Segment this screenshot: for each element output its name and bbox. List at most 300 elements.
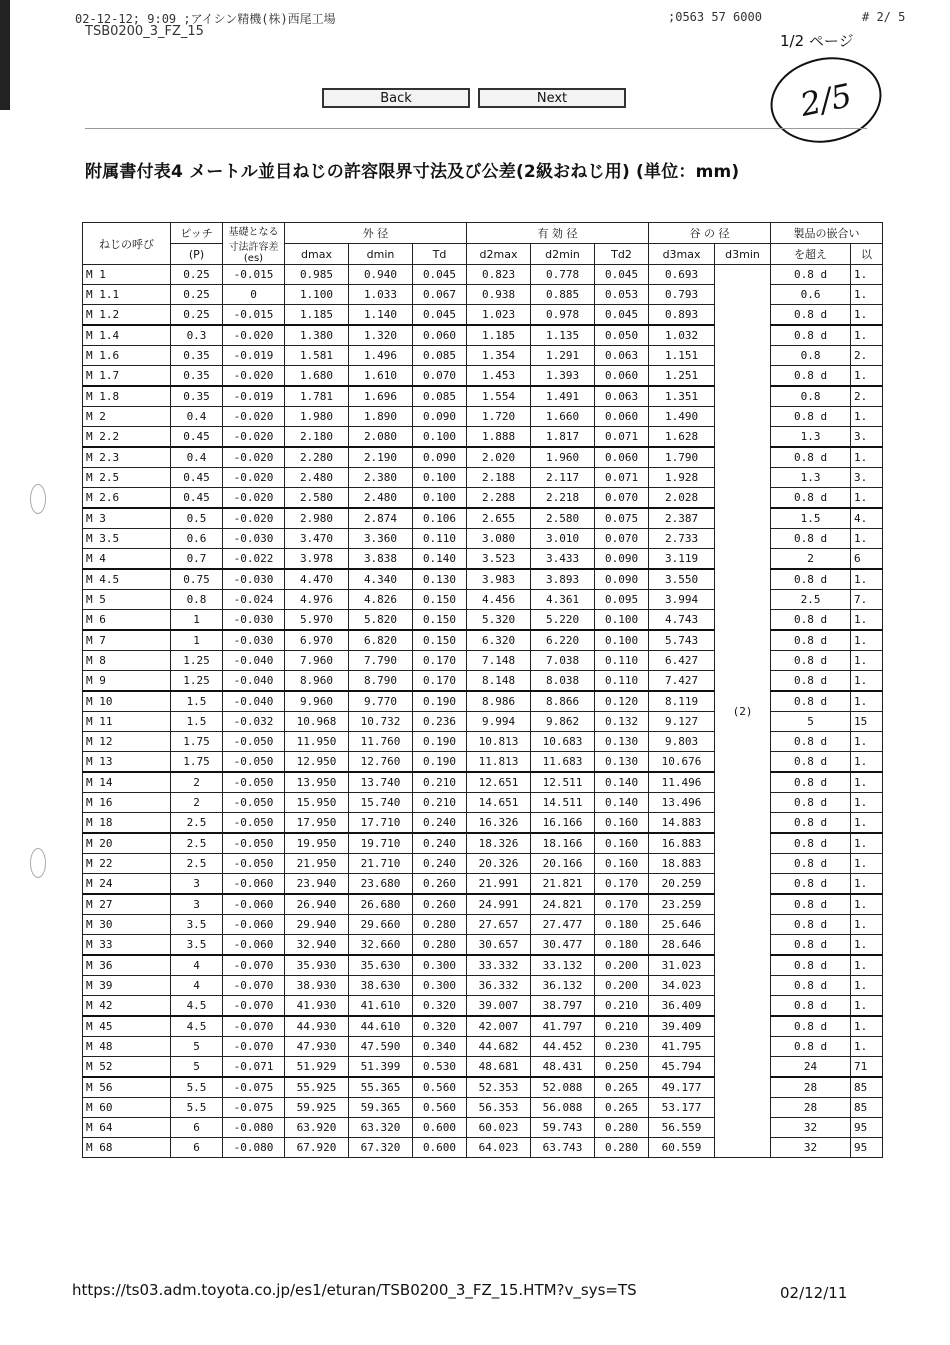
table-cell: -0.070 xyxy=(223,1016,285,1037)
table-cell: 85 xyxy=(851,1098,883,1118)
table-cell: 0.35 xyxy=(171,346,223,366)
table-cell: 48.431 xyxy=(531,1057,595,1078)
header-outer-diameter: 外 径 xyxy=(285,223,467,244)
table-cell: 41.930 xyxy=(285,996,349,1017)
table-cell: 0.25 xyxy=(171,265,223,285)
table-cell: 0.8 d xyxy=(771,366,851,387)
thread-size-cell: M 12 xyxy=(83,732,171,752)
table-cell: 5.5 xyxy=(171,1098,223,1118)
table-cell: 0.6 xyxy=(171,529,223,549)
table-cell: -0.070 xyxy=(223,1037,285,1057)
table-cell: 1. xyxy=(851,793,883,813)
footer-date: 02/12/11 xyxy=(780,1284,848,1302)
table-cell: 2.5 xyxy=(171,854,223,874)
table-cell: 42.007 xyxy=(467,1016,531,1037)
table-cell: 4.5 xyxy=(171,996,223,1017)
table-cell: -0.032 xyxy=(223,712,285,732)
table-cell: 60.023 xyxy=(467,1118,531,1138)
table-cell: 1. xyxy=(851,894,883,915)
thread-size-cell: M 14 xyxy=(83,772,171,793)
table-cell: -0.060 xyxy=(223,874,285,895)
table-cell: 0.8 d xyxy=(771,996,851,1017)
table-cell: 0.160 xyxy=(595,833,649,854)
table-cell: 1. xyxy=(851,935,883,956)
table-cell: 3.119 xyxy=(649,549,715,570)
table-cell: -0.080 xyxy=(223,1138,285,1158)
table-cell: 59.925 xyxy=(285,1098,349,1118)
table-cell: -0.080 xyxy=(223,1118,285,1138)
table-cell: 1.490 xyxy=(649,407,715,427)
table-cell: 2 xyxy=(171,772,223,793)
table-cell: 0 xyxy=(223,285,285,305)
table-cell: 6.820 xyxy=(349,630,413,651)
table-cell: 0.110 xyxy=(413,529,467,549)
table-cell: 0.250 xyxy=(595,1057,649,1078)
header-es: 基礎となる寸法許容差 (es) xyxy=(223,223,285,265)
thread-size-cell: M 2.5 xyxy=(83,468,171,488)
table-cell: 0.200 xyxy=(595,976,649,996)
thread-size-cell: M 10 xyxy=(83,691,171,712)
thread-size-cell: M 4 xyxy=(83,549,171,570)
table-cell: -0.075 xyxy=(223,1098,285,1118)
table-cell: 1.100 xyxy=(285,285,349,305)
table-cell: 4.826 xyxy=(349,590,413,610)
table-cell: -0.060 xyxy=(223,894,285,915)
thread-size-cell: M 48 xyxy=(83,1037,171,1057)
table-cell: 1.3 xyxy=(771,427,851,448)
table-cell: 0.280 xyxy=(413,915,467,935)
back-button[interactable]: Back xyxy=(322,88,470,108)
table-cell: 0.300 xyxy=(413,955,467,976)
table-cell: 0.8 xyxy=(171,590,223,610)
table-cell: -0.030 xyxy=(223,529,285,549)
table-cell: 0.25 xyxy=(171,285,223,305)
table-cell: 0.140 xyxy=(595,772,649,793)
table-cell: 0.160 xyxy=(595,854,649,874)
table-cell: 1. xyxy=(851,691,883,712)
header-dmin: dmin xyxy=(349,244,413,265)
table-cell: 4 xyxy=(171,976,223,996)
table-cell: 12.651 xyxy=(467,772,531,793)
table-cell: 0.8 d xyxy=(771,488,851,509)
table-cell: 9.960 xyxy=(285,691,349,712)
table-cell: 8.038 xyxy=(531,671,595,692)
table-cell: 1.890 xyxy=(349,407,413,427)
table-cell: 56.559 xyxy=(649,1118,715,1138)
table-cell: 1.496 xyxy=(349,346,413,366)
table-cell: 36.332 xyxy=(467,976,531,996)
table-cell: -0.075 xyxy=(223,1077,285,1098)
table-cell: -0.060 xyxy=(223,935,285,956)
table-cell: 0.560 xyxy=(413,1098,467,1118)
table-cell: 0.8 d xyxy=(771,976,851,996)
table-cell: 1.581 xyxy=(285,346,349,366)
table-cell: 17.950 xyxy=(285,813,349,834)
table-cell: 1.25 xyxy=(171,651,223,671)
table-cell: 0.090 xyxy=(595,569,649,590)
table-cell: 1 xyxy=(171,630,223,651)
table-cell: 2.387 xyxy=(649,508,715,529)
table-cell: 1.354 xyxy=(467,346,531,366)
table-cell: 0.940 xyxy=(349,265,413,285)
table-cell: 0.230 xyxy=(595,1037,649,1057)
table-cell: 0.100 xyxy=(595,610,649,631)
header-fit: 製品の嵌合い xyxy=(771,223,883,244)
table-cell: 12.511 xyxy=(531,772,595,793)
document-id: TSB0200_3_FZ_15 xyxy=(85,24,204,39)
table-cell: 9.803 xyxy=(649,732,715,752)
table-cell: 9.127 xyxy=(649,712,715,732)
table-cell: -0.020 xyxy=(223,508,285,529)
table-cell: 67.920 xyxy=(285,1138,349,1158)
table-cell: -0.020 xyxy=(223,427,285,448)
table-cell: 0.600 xyxy=(413,1118,467,1138)
table-cell: 0.090 xyxy=(413,407,467,427)
table-cell: 1.033 xyxy=(349,285,413,305)
table-cell: -0.020 xyxy=(223,447,285,468)
table-cell: 0.8 d xyxy=(771,569,851,590)
table-cell: 5 xyxy=(171,1057,223,1078)
thread-size-cell: M 13 xyxy=(83,752,171,773)
thread-size-cell: M 16 xyxy=(83,793,171,813)
table-cell: 0.240 xyxy=(413,813,467,834)
table-cell: 10.968 xyxy=(285,712,349,732)
table-cell: -0.050 xyxy=(223,732,285,752)
table-cell: 0.4 xyxy=(171,447,223,468)
table-cell: 59.743 xyxy=(531,1118,595,1138)
table-cell: 0.180 xyxy=(595,915,649,935)
table-cell: 0.075 xyxy=(595,508,649,529)
table-cell: 0.265 xyxy=(595,1077,649,1098)
table-cell: 3.550 xyxy=(649,569,715,590)
table-cell: 0.106 xyxy=(413,508,467,529)
table-cell: 56.088 xyxy=(531,1098,595,1118)
table-cell: 1.660 xyxy=(531,407,595,427)
table-cell: 0.823 xyxy=(467,265,531,285)
table-cell: 0.170 xyxy=(595,894,649,915)
table-cell: 0.45 xyxy=(171,468,223,488)
table-cell: 3. xyxy=(851,468,883,488)
table-cell: 0.050 xyxy=(595,325,649,346)
table-cell: 0.095 xyxy=(595,590,649,610)
fax-header-sender: 02-12-12; 9:09 ;アイシン精機(株)西尾工場 xyxy=(75,12,336,26)
table-cell: 2.080 xyxy=(349,427,413,448)
table-cell: 4. xyxy=(851,508,883,529)
table-cell: -0.050 xyxy=(223,833,285,854)
table-cell: 30.657 xyxy=(467,935,531,956)
thread-size-cell: M 5 xyxy=(83,590,171,610)
table-cell: 67.320 xyxy=(349,1138,413,1158)
table-cell: 6.427 xyxy=(649,651,715,671)
table-cell: 0.320 xyxy=(413,996,467,1017)
table-cell: 27.657 xyxy=(467,915,531,935)
table-cell: 2.288 xyxy=(467,488,531,509)
header-d3min: d3min xyxy=(715,244,771,265)
table-cell: 0.600 xyxy=(413,1138,467,1158)
table-cell: 0.090 xyxy=(413,447,467,468)
table-cell: 1. xyxy=(851,265,883,285)
table-cell: 0.693 xyxy=(649,265,715,285)
thread-size-cell: M 1.2 xyxy=(83,305,171,326)
table-cell: 1. xyxy=(851,874,883,895)
table-cell: 4.5 xyxy=(171,1016,223,1037)
table-cell: 17.710 xyxy=(349,813,413,834)
table-cell: 7.038 xyxy=(531,651,595,671)
table-cell: 1. xyxy=(851,285,883,305)
table-cell: -0.070 xyxy=(223,976,285,996)
thread-size-cell: M 33 xyxy=(83,935,171,956)
table-cell: 95 xyxy=(851,1138,883,1158)
table-cell: 0.210 xyxy=(413,772,467,793)
table-cell: 10.732 xyxy=(349,712,413,732)
table-cell: -0.020 xyxy=(223,468,285,488)
table-cell: 0.985 xyxy=(285,265,349,285)
table-cell: 0.340 xyxy=(413,1037,467,1057)
table-cell: 1.491 xyxy=(531,386,595,407)
header-pitch: ピッチ xyxy=(171,223,223,244)
table-cell: 0.045 xyxy=(413,305,467,326)
table-cell: -0.024 xyxy=(223,590,285,610)
table-cell: 1. xyxy=(851,833,883,854)
table-cell: 64.023 xyxy=(467,1138,531,1158)
table-cell: 9.770 xyxy=(349,691,413,712)
table-cell: 14.883 xyxy=(649,813,715,834)
table-cell: 13.740 xyxy=(349,772,413,793)
table-cell: 15.950 xyxy=(285,793,349,813)
table-cell: 6 xyxy=(851,549,883,570)
table-cell: 2.190 xyxy=(349,447,413,468)
table-cell: 9.994 xyxy=(467,712,531,732)
table-cell: 4.361 xyxy=(531,590,595,610)
table-cell: 7.427 xyxy=(649,671,715,692)
header-d2min: d2min xyxy=(531,244,595,265)
table-cell: 0.778 xyxy=(531,265,595,285)
thread-size-cell: M 42 xyxy=(83,996,171,1017)
page-title: 附属書付表4 メートル並目ねじの許容限界寸法及び公差(2級おねじ用) (単位：mm) xyxy=(85,162,740,182)
table-cell: 0.100 xyxy=(413,488,467,509)
table-cell: 0.8 d xyxy=(771,651,851,671)
table-cell: 1.980 xyxy=(285,407,349,427)
header-effective-diameter: 有 効 径 xyxy=(467,223,649,244)
table-cell: 2.480 xyxy=(285,468,349,488)
table-cell: 0.071 xyxy=(595,427,649,448)
table-cell: 1.251 xyxy=(649,366,715,387)
table-cell: 6 xyxy=(171,1118,223,1138)
table-cell: -0.050 xyxy=(223,772,285,793)
table-cell: 39.007 xyxy=(467,996,531,1017)
table-cell: 0.280 xyxy=(413,935,467,956)
table-cell: -0.020 xyxy=(223,325,285,346)
table-cell: 1.032 xyxy=(649,325,715,346)
table-cell: 3.994 xyxy=(649,590,715,610)
table-cell: 31.023 xyxy=(649,955,715,976)
table-cell: 0.045 xyxy=(413,265,467,285)
table-cell: 3.360 xyxy=(349,529,413,549)
table-cell: -0.070 xyxy=(223,955,285,976)
table-cell: -0.060 xyxy=(223,915,285,935)
table-cell: 24.821 xyxy=(531,894,595,915)
table-cell: 3.838 xyxy=(349,549,413,570)
table-cell: 11.813 xyxy=(467,752,531,773)
table-cell: 0.240 xyxy=(413,833,467,854)
table-cell: 0.8 d xyxy=(771,265,851,285)
table-cell: 8.866 xyxy=(531,691,595,712)
table-cell: 0.35 xyxy=(171,366,223,387)
table-cell: 29.660 xyxy=(349,915,413,935)
table-cell: 0.085 xyxy=(413,346,467,366)
table-cell: 2.180 xyxy=(285,427,349,448)
table-cell: 41.795 xyxy=(649,1037,715,1057)
table-cell: 0.3 xyxy=(171,325,223,346)
table-cell: 0.180 xyxy=(595,935,649,956)
table-cell: 16.166 xyxy=(531,813,595,834)
table-cell: 8.960 xyxy=(285,671,349,692)
table-cell: 0.130 xyxy=(595,752,649,773)
table-cell: 0.110 xyxy=(595,651,649,671)
table-cell: 0.8 d xyxy=(771,955,851,976)
table-cell: 14.511 xyxy=(531,793,595,813)
table-cell: 0.150 xyxy=(413,630,467,651)
table-cell: 38.797 xyxy=(531,996,595,1017)
table-cell: 0.060 xyxy=(413,325,467,346)
thread-size-cell: M 1.4 xyxy=(83,325,171,346)
table-cell: 1.628 xyxy=(649,427,715,448)
table-cell: 2. xyxy=(851,346,883,366)
table-cell: 0.8 d xyxy=(771,732,851,752)
thread-size-cell: M 20 xyxy=(83,833,171,854)
thread-size-cell: M 1.7 xyxy=(83,366,171,387)
table-cell: 3.010 xyxy=(531,529,595,549)
table-cell: 41.610 xyxy=(349,996,413,1017)
thread-size-cell: M 6 xyxy=(83,610,171,631)
table-cell: 3 xyxy=(171,874,223,895)
table-cell: 52.353 xyxy=(467,1077,531,1098)
thread-tolerance-table xyxy=(82,222,883,1158)
table-cell: 1. xyxy=(851,732,883,752)
table-row xyxy=(83,265,883,285)
table-cell: 2.580 xyxy=(531,508,595,529)
table-cell: 21.950 xyxy=(285,854,349,874)
table-cell: 0.300 xyxy=(413,976,467,996)
thread-table-container xyxy=(82,222,873,1162)
table-cell: 1.023 xyxy=(467,305,531,326)
table-cell: 1. xyxy=(851,1016,883,1037)
table-cell: 5.820 xyxy=(349,610,413,631)
table-cell: 0.060 xyxy=(595,447,649,468)
table-cell: 36.409 xyxy=(649,996,715,1017)
thread-size-cell: M 56 xyxy=(83,1077,171,1098)
header-pitch-symbol: (P) xyxy=(171,244,223,265)
table-cell: 1. xyxy=(851,1037,883,1057)
header-over: を超え xyxy=(771,244,851,265)
table-cell: 35.930 xyxy=(285,955,349,976)
table-cell: 2 xyxy=(771,549,851,570)
table-cell: 0.8 d xyxy=(771,610,851,631)
table-cell: -0.015 xyxy=(223,265,285,285)
table-cell: -0.040 xyxy=(223,671,285,692)
fax-header-number: ;0563 57 6000 xyxy=(668,10,762,24)
punch-hole xyxy=(30,848,46,878)
table-cell: 0.060 xyxy=(595,366,649,387)
table-cell: 1.680 xyxy=(285,366,349,387)
thread-size-cell: M 36 xyxy=(83,955,171,976)
table-cell: -0.019 xyxy=(223,346,285,366)
table-cell: 1.554 xyxy=(467,386,531,407)
table-cell: 0.190 xyxy=(413,752,467,773)
table-cell: 1.320 xyxy=(349,325,413,346)
table-cell: 1. xyxy=(851,813,883,834)
table-cell: 5.743 xyxy=(649,630,715,651)
table-cell: 5.220 xyxy=(531,610,595,631)
table-cell: 0.8 d xyxy=(771,1037,851,1057)
table-cell: 12.760 xyxy=(349,752,413,773)
table-cell: 2.020 xyxy=(467,447,531,468)
table-cell: 3.978 xyxy=(285,549,349,570)
thread-size-cell: M 1 xyxy=(83,265,171,285)
table-cell: 24 xyxy=(771,1057,851,1078)
table-cell: 2.218 xyxy=(531,488,595,509)
table-cell: 1.291 xyxy=(531,346,595,366)
table-cell: 1.781 xyxy=(285,386,349,407)
thread-size-cell: M 4.5 xyxy=(83,569,171,590)
table-cell: 8.119 xyxy=(649,691,715,712)
punch-hole xyxy=(30,484,46,514)
table-cell: 38.630 xyxy=(349,976,413,996)
table-cell: 0.110 xyxy=(595,671,649,692)
table-cell: 6.970 xyxy=(285,630,349,651)
table-cell: 5 xyxy=(771,712,851,732)
table-cell: 0.8 d xyxy=(771,671,851,692)
table-cell: 1. xyxy=(851,488,883,509)
table-cell: 44.682 xyxy=(467,1037,531,1057)
table-cell: 1. xyxy=(851,447,883,468)
table-cell: 1.140 xyxy=(349,305,413,326)
thread-size-cell: M 60 xyxy=(83,1098,171,1118)
table-cell: 8.148 xyxy=(467,671,531,692)
next-button[interactable]: Next xyxy=(478,88,626,108)
table-cell: 0.7 xyxy=(171,549,223,570)
thread-size-cell: M 8 xyxy=(83,651,171,671)
table-cell: 1.960 xyxy=(531,447,595,468)
table-cell: 19.710 xyxy=(349,833,413,854)
table-cell: 1.720 xyxy=(467,407,531,427)
table-cell: -0.040 xyxy=(223,651,285,671)
table-cell: 59.365 xyxy=(349,1098,413,1118)
fax-header-page: # 2/ 5 xyxy=(862,10,906,24)
thread-size-cell: M 3 xyxy=(83,508,171,529)
table-cell: 0.8 xyxy=(771,386,851,407)
table-cell: -0.070 xyxy=(223,996,285,1017)
table-cell: 0.8 d xyxy=(771,529,851,549)
table-cell: 0.170 xyxy=(413,651,467,671)
table-cell: 1. xyxy=(851,529,883,549)
table-cell: 0.8 d xyxy=(771,691,851,712)
table-cell: 0.8 d xyxy=(771,1016,851,1037)
table-cell: 51.929 xyxy=(285,1057,349,1078)
table-cell: 63.320 xyxy=(349,1118,413,1138)
table-cell: 0.8 d xyxy=(771,772,851,793)
table-cell: 0.100 xyxy=(595,630,649,651)
table-cell: 3.470 xyxy=(285,529,349,549)
table-cell: 0.160 xyxy=(595,813,649,834)
table-cell: 38.930 xyxy=(285,976,349,996)
table-cell: 0.140 xyxy=(595,793,649,813)
table-cell: 16.326 xyxy=(467,813,531,834)
table-cell: -0.019 xyxy=(223,386,285,407)
table-cell: 56.353 xyxy=(467,1098,531,1118)
table-cell: 3.433 xyxy=(531,549,595,570)
table-cell: 0.530 xyxy=(413,1057,467,1078)
